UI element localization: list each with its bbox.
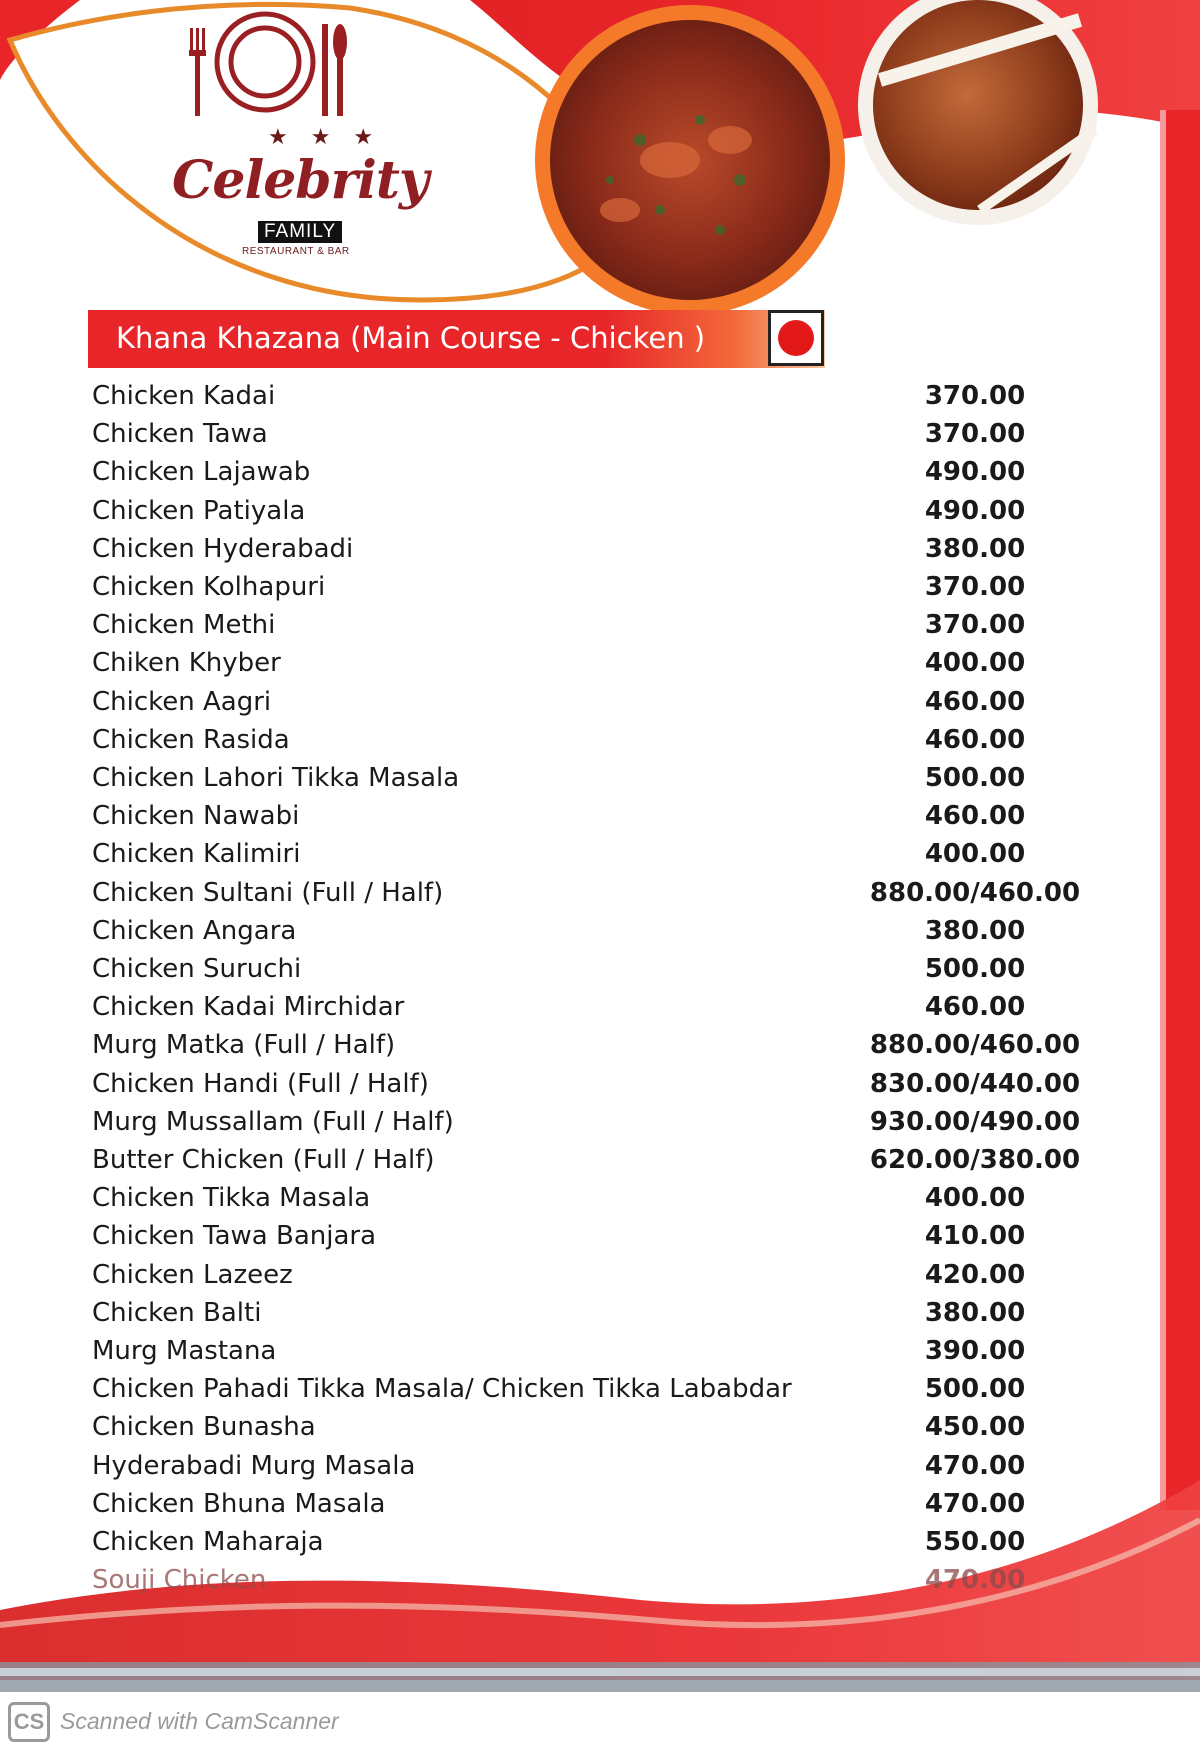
menu-item-price: 470.00 [924,1488,1026,1519]
menu-item-row [0,761,1200,795]
menu-item-name: Chicken Rasida [92,724,290,755]
menu-item-name: Chicken Patiyala [92,495,306,526]
menu-item-row [0,1143,1200,1177]
menu-item-name: Chicken Kalimiri [92,839,301,870]
menu-item-row [0,1487,1200,1521]
menu-item-name: Chicken Lazeez [92,1259,293,1290]
camscanner-logo-icon: CS [8,1702,50,1742]
menu-item-row [0,1449,1200,1483]
menu-item-row [0,1410,1200,1444]
menu-item-row [0,379,1200,413]
menu-item-price: 460.00 [924,724,1026,755]
menu-item-row [0,1219,1200,1253]
menu-item-price: 380.00 [924,1297,1026,1328]
logo-stars: ★ ★ ★ [268,125,382,150]
menu-item-price: 450.00 [924,1412,1026,1443]
menu-item-price: 400.00 [924,648,1026,679]
menu-item-price: 470.00 [924,1565,1026,1596]
menu-item-price: 370.00 [924,381,1026,411]
menu-item-name: Chicken Tikka Masala [92,1183,371,1214]
menu-item-price: 460.00 [924,686,1026,717]
menu-item-row [0,685,1200,719]
menu-item-name: Chicken Suruchi [92,954,302,984]
menu-item-price: 930.00/490.00 [869,1106,1081,1137]
menu-item-row [0,799,1200,833]
menu-item-price: 620.00/380.00 [869,1145,1081,1175]
menu-item-price: 500.00 [924,954,1026,984]
menu-item-price: 390.00 [924,1336,1026,1366]
menu-item-price: 490.00 [924,457,1026,488]
menu-item-row [0,608,1200,642]
menu-item-price: 380.00 [924,533,1026,564]
menu-item-name: Chicken Lahori Tikka Masala [92,763,460,793]
menu-item-row [0,417,1200,451]
menu-item-row [0,1296,1200,1330]
menu-item-name: Murg Mastana [92,1336,277,1366]
menu-item-name: Chicken Bunasha [92,1412,316,1443]
menu-item-price: 470.00 [924,1450,1026,1481]
menu-item-row [0,1028,1200,1062]
menu-item-row [0,455,1200,489]
menu-item-price: 550.00 [924,1527,1026,1557]
menu-item-name: Chicken Handi (Full / Half) [92,1068,429,1099]
menu-item-price: 500.00 [924,763,1026,793]
menu-item-name: Chiken Khyber [92,648,281,679]
menu-item-name: Souji Chicken [92,1565,267,1596]
menu-item-price: 460.00 [924,801,1026,832]
menu-item-name: Chicken Methi [92,610,276,641]
scanner-text: Scanned with CamScanner [60,1708,339,1734]
menu-item-row [0,837,1200,871]
menu-item-row [0,532,1200,566]
menu-item-price: 370.00 [924,610,1026,641]
menu-item-row [0,1067,1200,1101]
menu-item-row [0,646,1200,680]
menu-item-name: Chicken Maharaja [92,1527,324,1557]
menu-item-name: Chicken Aagri [92,686,272,717]
menu-item-name: Chicken Pahadi Tikka Masala/ Chicken Tikka Lababdar [92,1374,792,1405]
menu-item-name: Chicken Kolhapuri [92,572,326,602]
menu-item-price: 400.00 [924,839,1026,870]
menu-item-row [0,1563,1200,1597]
menu-item-row [0,1105,1200,1139]
menu-item-name: Murg Matka (Full / Half) [92,1030,396,1061]
menu-item-price: 500.00 [924,1374,1026,1405]
menu-item-row [0,1525,1200,1559]
menu-item-name: Chicken Lajawab [92,457,311,488]
menu-item-price: 370.00 [924,572,1026,602]
menu-item-price: 380.00 [924,915,1026,946]
logo-family-label: FAMILY [258,221,342,243]
section-title: Khana Khazana (Main Course - Chicken ) [116,321,706,355]
menu-item-price: 830.00/440.00 [869,1068,1081,1099]
menu-item-row [0,1258,1200,1292]
menu-item-name: Butter Chicken (Full / Half) [92,1145,435,1175]
menu-item-name: Chicken Bhuna Masala [92,1488,386,1519]
menu-item-price: 880.00/460.00 [869,877,1081,908]
menu-item-name: Chicken Tawa [92,419,268,450]
menu-item-row [0,570,1200,604]
menu-item-name: Hyderabadi Murg Masala [92,1450,416,1481]
menu-item-row [0,723,1200,757]
menu-item-name: Chicken Hyderabadi [92,533,354,564]
menu-item-row [0,914,1200,948]
menu-item-row [0,1334,1200,1368]
menu-item-price: 370.00 [924,419,1026,450]
menu-item-row [0,990,1200,1024]
logo-subtitle: RESTAURANT & BAR [242,246,350,257]
menu-item-name: Chicken Angara [92,915,297,946]
menu-item-price: 490.00 [924,495,1026,526]
menu-item-name: Chicken Nawabi [92,801,300,832]
menu-item-name: Chicken Kadai [92,381,276,411]
menu-item-name: Murg Mussallam (Full / Half) [92,1106,454,1137]
menu-item-row [0,494,1200,528]
menu-item-name: Chicken Kadai Mirchidar [92,992,405,1023]
menu-item-price: 420.00 [924,1259,1026,1290]
menu-item-name: Chicken Sultani (Full / Half) [92,877,444,908]
menu-item-name: Chicken Tawa Banjara [92,1221,377,1252]
menu-item-row [0,952,1200,986]
menu-item-row [0,1181,1200,1215]
menu-item-price: 880.00/460.00 [869,1030,1081,1061]
logo-name: Celebrity [172,150,429,211]
menu-item-price: 410.00 [924,1221,1026,1252]
menu-item-row [0,1372,1200,1406]
menu-item-price: 400.00 [924,1183,1026,1214]
menu-item-price: 460.00 [924,992,1026,1023]
menu-item-row [0,876,1200,910]
menu-item-name: Chicken Balti [92,1297,262,1328]
